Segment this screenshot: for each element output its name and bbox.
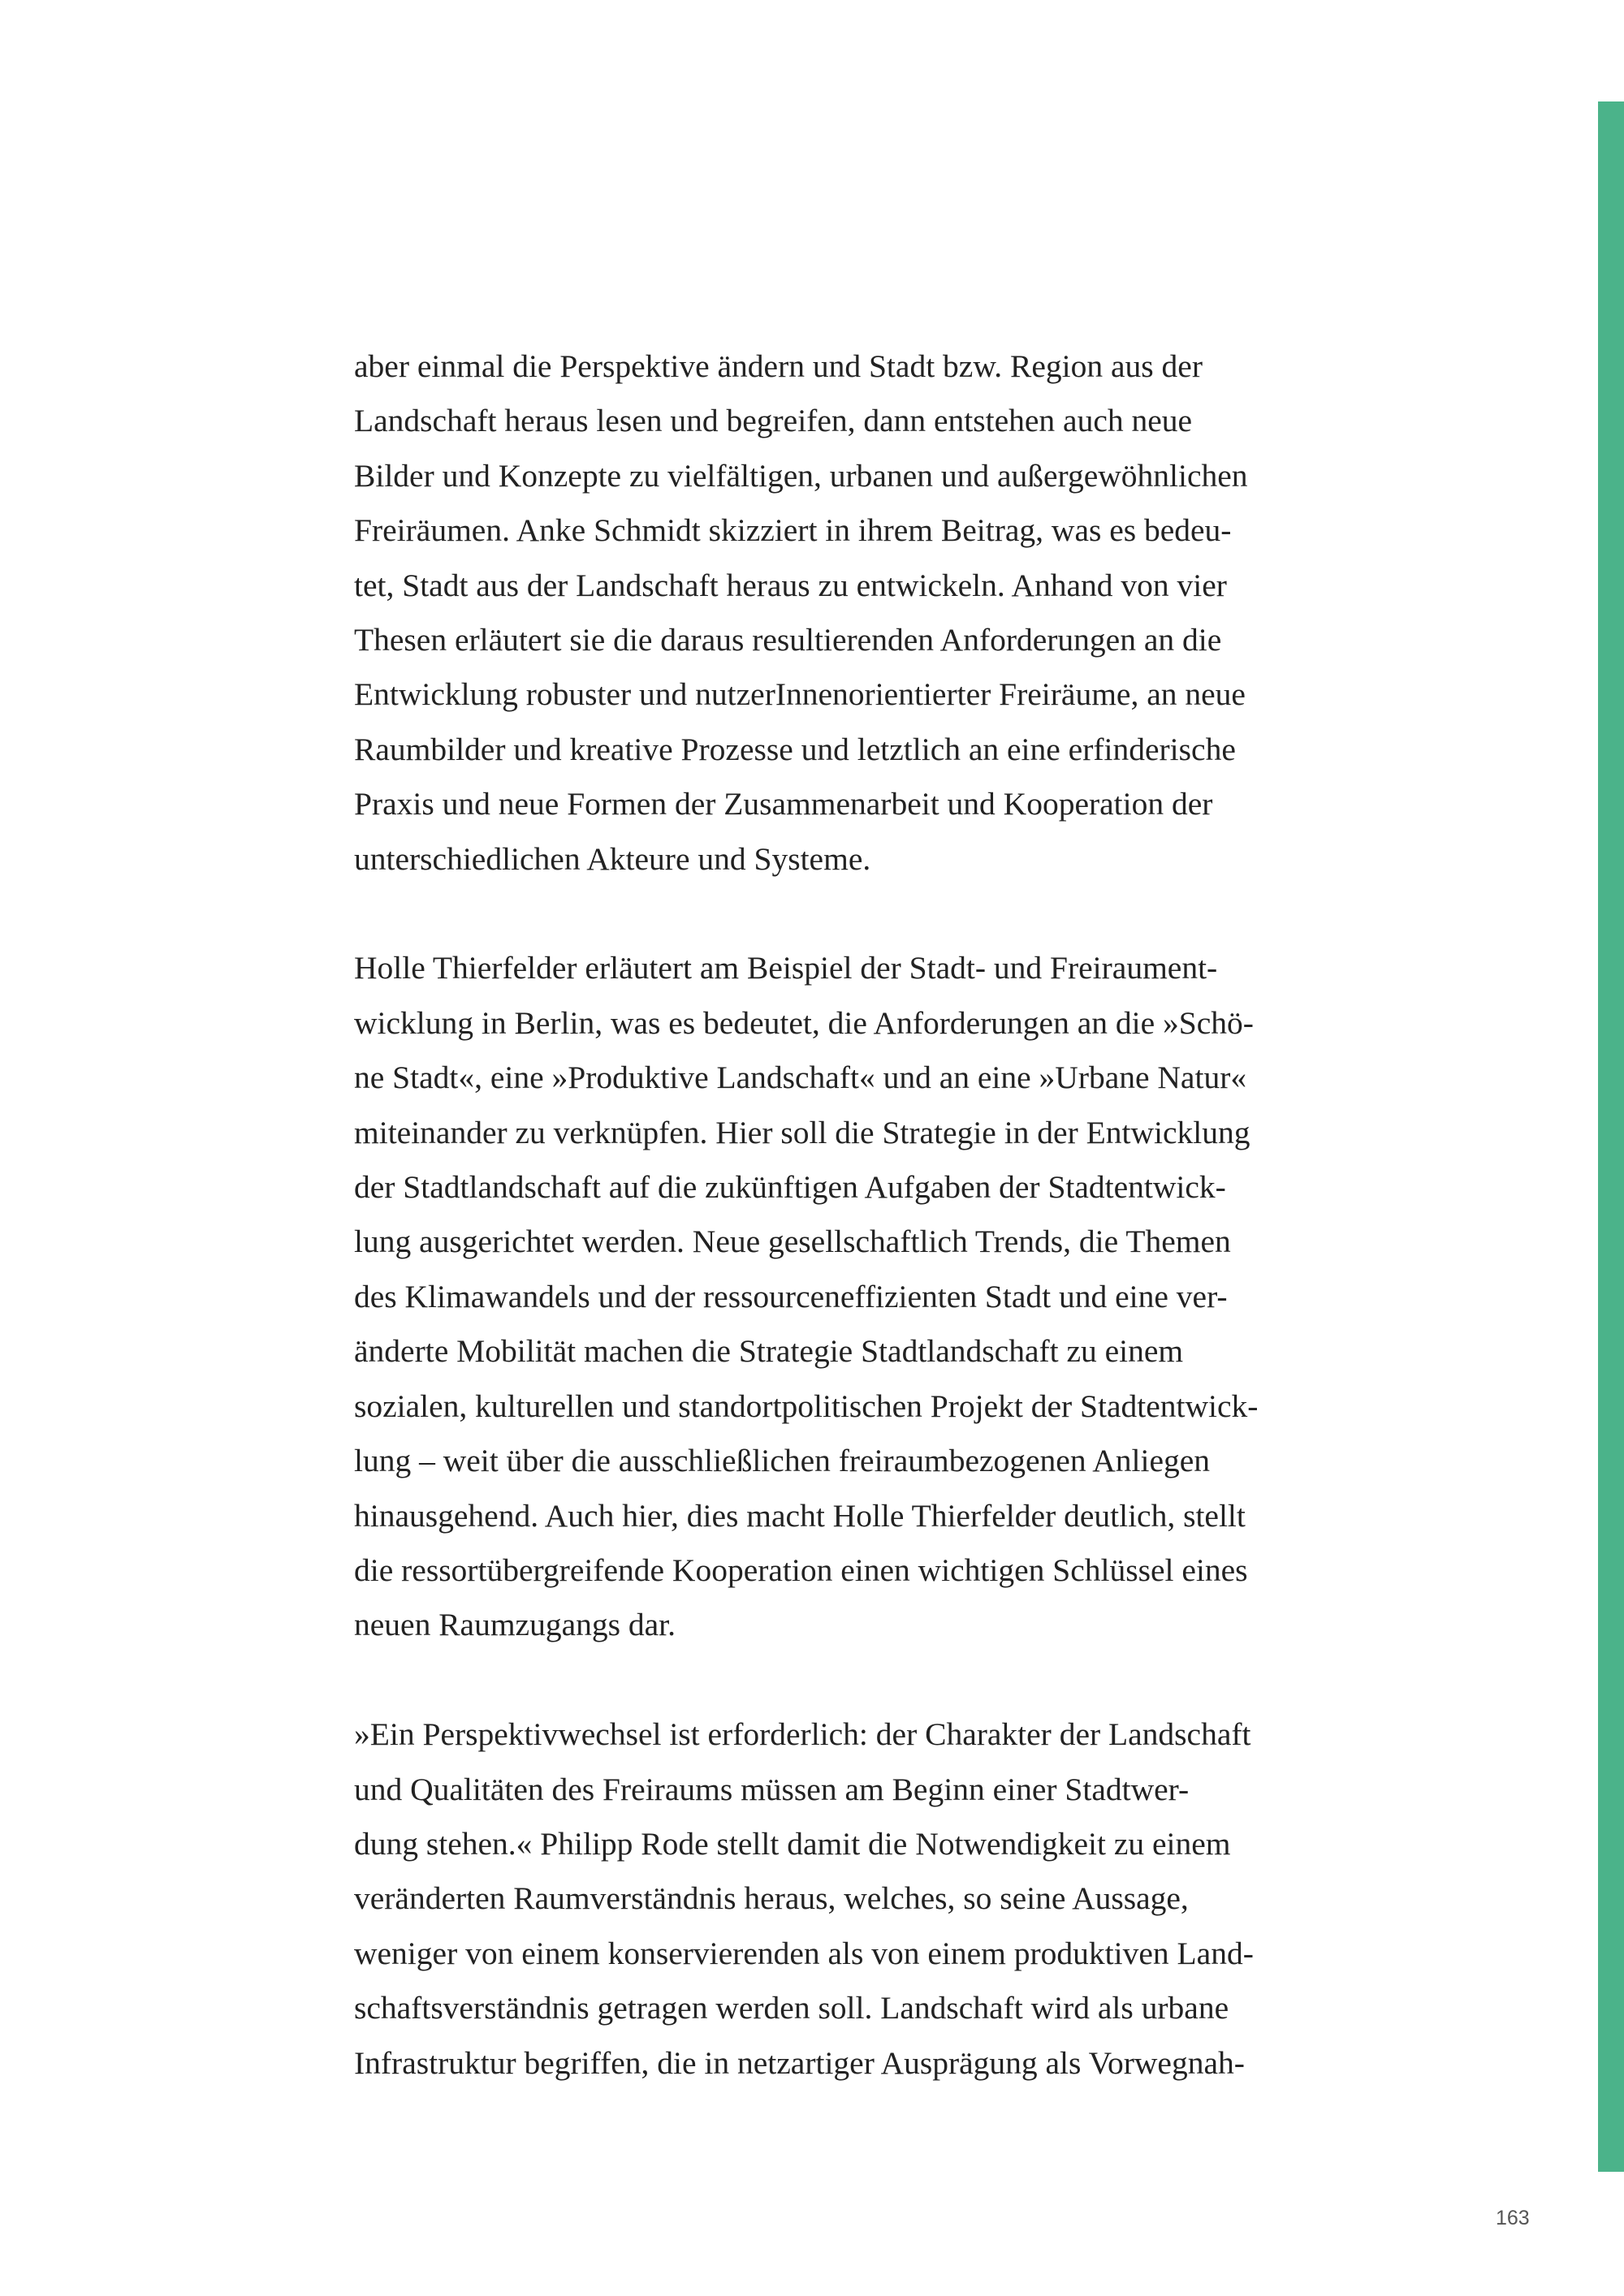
- paragraph-2: [354, 941, 1410, 1652]
- text-line: der Stadtlandschaft auf die zukünftigen Aufgaben der Stadtentwick-: [354, 1169, 1226, 1206]
- text-line: Freiräumen. Anke Schmidt skizziert in ihrem Beitrag, was es bedeu-: [354, 512, 1232, 549]
- text-line: weniger von einem konservierenden als von einem produktiven Land-: [354, 1935, 1254, 1971]
- text-line: Landschaft heraus lesen und begreifen, dann entstehen auch neue: [354, 403, 1193, 439]
- text-line: Raumbilder und kreative Prozesse und letztlich an eine erfinderische: [354, 731, 1236, 767]
- text-line: Praxis und neue Formen der Zusammenarbeit und Kooperation der: [354, 786, 1213, 822]
- text-line: schaftsverständnis getragen werden soll. Landschaft wird als urbane: [354, 1990, 1229, 2026]
- paragraph-3: [354, 1707, 1410, 2091]
- page-number: 163: [1496, 2207, 1530, 2229]
- text-line: Holle Thierfelder erläutert am Beispiel der Stadt- und Freiraument-: [354, 950, 1218, 986]
- text-line: Thesen erläutert sie die daraus resultierenden Anforderungen an die: [354, 622, 1222, 658]
- text-line: ne Stadt«, eine »Produktive Landschaft« und an eine »Urbane Natur«: [354, 1060, 1247, 1096]
- text-line: lung – weit über die ausschließlichen freiraumbezogenen Anliegen: [354, 1443, 1211, 1479]
- text-line: Infrastruktur begriffen, die in netzartiger Ausprägung als Vorwegnah-: [354, 2044, 1245, 2081]
- text-line: änderte Mobilität machen die Strategie Stadtlandschaft zu einem: [354, 1333, 1184, 1370]
- text-line: miteinander zu verknüpfen. Hier soll die Strategie in der Entwicklung: [354, 1114, 1250, 1150]
- text-line: wicklung in Berlin, was es bedeutet, die Anforderungen an die »Schö-: [354, 1004, 1254, 1041]
- text-line: neuen Raumzugangs dar.: [354, 1607, 676, 1643]
- text-line: Entwicklung robuster und nutzerInnenorientierter Freiräume, an neue: [354, 676, 1246, 713]
- text-line: »Ein Perspektivwechsel ist erforderlich: der Charakter der Landschaft: [354, 1716, 1251, 1753]
- accent-side-bar: [1598, 101, 1624, 2172]
- text-line: die ressortübergreifende Kooperation einen wichtigen Schlüssel eines: [354, 1552, 1248, 1588]
- text-line: hinausgehend. Auch hier, dies macht Holle Thierfelder deutlich, stellt: [354, 1497, 1246, 1534]
- text-line: sozialen, kulturellen und standortpolitischen Projekt der Stadtentwick-: [354, 1388, 1259, 1424]
- body-text: [354, 339, 1410, 2091]
- text-line: aber einmal die Perspektive ändern und Stadt bzw. Region aus der: [354, 348, 1203, 384]
- text-line: dung stehen.« Philipp Rode stellt damit die Notwendigkeit zu einem: [354, 1825, 1231, 1862]
- paragraph-1: [354, 339, 1410, 887]
- text-line: lung ausgerichtet werden. Neue gesellschaftlich Trends, die Themen: [354, 1224, 1231, 1260]
- text-line: und Qualitäten des Freiraums müssen am Beginn einer Stadtwer-: [354, 1771, 1190, 1807]
- text-line: veränderten Raumverständnis heraus, welches, so seine Aussage,: [354, 1880, 1189, 1917]
- text-line: tet, Stadt aus der Landschaft heraus zu entwickeln. Anhand von vier: [354, 567, 1227, 603]
- text-line: unterschiedlichen Akteure und Systeme.: [354, 840, 871, 877]
- text-line: des Klimawandels und der ressourceneffizienten Stadt und eine ver-: [354, 1278, 1228, 1314]
- text-line: Bilder und Konzepte zu vielfältigen, urbanen und außergewöhnlichen: [354, 457, 1248, 494]
